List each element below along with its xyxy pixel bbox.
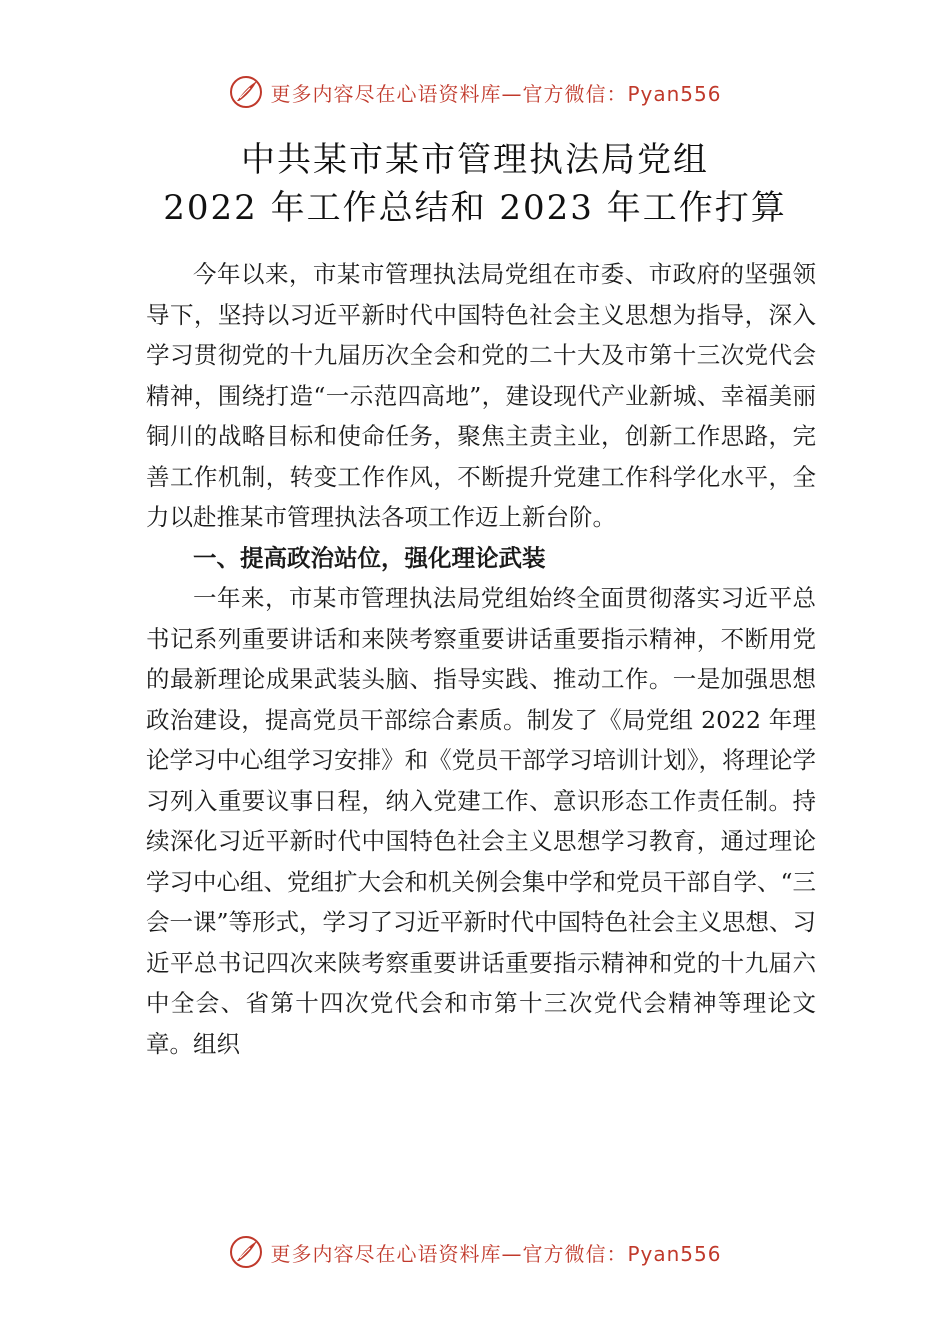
section-paragraph: 一年来，市某市管理执法局党组始终全面贯彻落实习近平总书记系列重要讲话和来陕考察重要讲话重要指示精神，不断用党的最新理论成果武装头脑、指导实践、推动工作。一是加强思想政治建设，提高党员干部综合素质。制发了《局党组 2022 年理论学习中心组学习安排》和《党员干部学习培训计划》，将理论学习列入重要议事日程，纳入党建工作、意识形态工作责任制。持续深化习近平新时代中国特色社会主义思想学习教育，通过理论学习中心组、党组扩大会和机关例会集中学和党员干部自学、“三会一课”等形式，学习了习近平新时代中国特色社会主义思想、习近平总书记四次来陕考察重要讲话重要指示精神和党的十九届六中全会、省第十四次党代会和市第十三次党代会精神等理论文章。组织	[146, 584, 817, 1058]
footer-watermark	[0, 1234, 950, 1270]
document-body	[146, 254, 816, 1064]
feather-quill-logo-icon	[228, 74, 264, 110]
document-title-line2: 2022 年工作总结和 2023 年工作打算	[163, 188, 787, 228]
watermark-text: 更多内容尽在心语资料库—官方微信：Pyan556	[270, 81, 722, 106]
intro-paragraph: 今年以来，市某市管理执法局党组在市委、市政府的坚强领导下，坚持以习近平新时代中国特色社会主义思想为指导，深入学习贯彻党的十九届历次全会和党的二十大及市第十三次党代会精神，围绕打造“一示范四高地”，建设现代产业新城、幸福美丽铜川的战略目标和使命任务，聚焦主责主业，创新工作思路，完善工作机制，转变工作作风，不断提升党建工作科学化水平，全力以赴推某市管理执法各项工作迈上新台阶。	[146, 260, 816, 531]
header-watermark	[0, 74, 950, 110]
section-heading: 一、提高政治站位，强化理论武装	[193, 543, 546, 572]
document-title-line1: 中共某市某市管理执法局党组	[241, 140, 709, 180]
feather-quill-logo-icon	[228, 1234, 264, 1270]
watermark-text: 更多内容尽在心语资料库—官方微信：Pyan556	[270, 1241, 722, 1266]
